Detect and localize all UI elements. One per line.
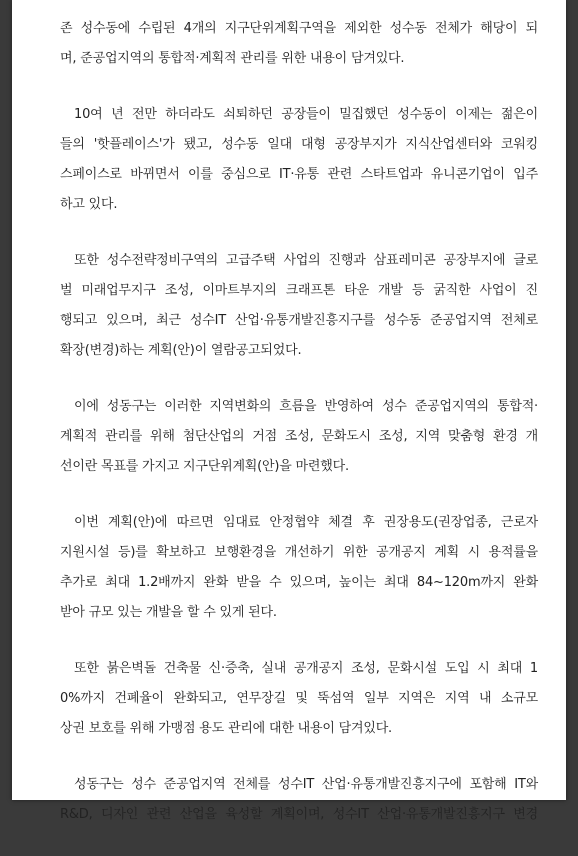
- paragraph-3: [60, 246, 538, 366]
- text-line: 10여 년 전만 하더라도 쇠퇴하던 공장들이 밀집했던 성수동이 이제는 젊은이: [74, 107, 538, 122]
- text-line: 행되고 있으며, 최근 성수IT 산업·유통개발진흥지구를 성수동 준공업지역 전체로: [60, 313, 538, 328]
- text-line: 들의 '핫플레이스'가 됐고, 성수동 일대 대형 공장부지가 지식산업센터와 코워킹: [60, 137, 538, 152]
- text-line: 며, 준공업지역의 통합적·계획적 관리를 위한 내용이 담겨있다.: [60, 51, 405, 66]
- text-line: 추가로 최대 1.2배까지 완화 받을 수 있으며, 높이는 최대 84~120m까지 완화: [60, 575, 538, 590]
- text-line: 지원시설 등)를 확보하고 보행환경을 개선하기 위한 공개공지 계획 시 용적률을: [60, 545, 538, 560]
- text-line: 존 성수동에 수립된 4개의 지구단위계획구역을 제외한 성수동 전체가 해당이 되: [60, 21, 538, 36]
- text-line: 0%까지 건폐율이 완화되고, 연무장길 및 뚝섬역 일부 지역은 지역 내 소규모: [60, 691, 538, 706]
- text-line: 선이란 목표를 가지고 지구단위계획(안)을 마련했다.: [60, 459, 349, 474]
- text-line: 벌 미래업무지구 조성, 이마트부지의 크래프톤 타운 개발 등 굵직한 사업이 진: [60, 283, 538, 298]
- text-line: 받아 규모 있는 개발을 할 수 있게 된다.: [60, 605, 277, 620]
- text-line: R&D, 디자인 관련 산업을 육성할 계획이며, 성수IT 산업·유통개발진흥지구 변경: [60, 807, 538, 822]
- document-body: [60, 14, 538, 856]
- text-line: 이에 성동구는 이러한 지역변화의 흐름을 반영하여 성수 준공업지역의 통합적·: [74, 399, 538, 414]
- text-line: 상권 보호를 위해 가맹점 용도 관리에 대한 내용이 담겨있다.: [60, 721, 392, 736]
- paragraph-1: [60, 14, 538, 74]
- text-line: 계획적 관리를 위해 첨단산업의 거점 조성, 문화도시 조성, 지역 맞춤형 환경 개: [60, 429, 538, 444]
- paragraph-4: [60, 392, 538, 482]
- text-line: 또한 성수전략정비구역의 고급주택 사업의 진행과 삼표레미콘 공장부지에 글로: [74, 253, 538, 268]
- paragraph-6: [60, 654, 538, 744]
- text-line: 확장(변경)하는 계획(안)이 열람공고되었다.: [60, 343, 302, 358]
- text-line: 또한 붉은벽돌 건축물 신·증축, 실내 공개공지 조성, 문화시설 도입 시 최대 1: [74, 661, 538, 676]
- paragraph-2: [60, 100, 538, 220]
- document-page: [12, 0, 566, 822]
- text-line: 이번 계획(안)에 따르면 임대료 안정협약 체결 후 권장용도(권장업종, 근로자: [74, 515, 538, 530]
- text-line: 스페이스로 바뀌면서 이를 중심으로 IT·유통 관련 스타트업과 유니콘기업이 입주: [60, 167, 538, 182]
- text-line: 하고 있다.: [60, 197, 118, 212]
- paragraph-5: [60, 508, 538, 628]
- text-line: 성동구는 성수 준공업지역 전체를 성수IT 산업·유통개발진흥지구에 포함해 IT와: [74, 777, 538, 792]
- paragraph-7: [60, 770, 538, 830]
